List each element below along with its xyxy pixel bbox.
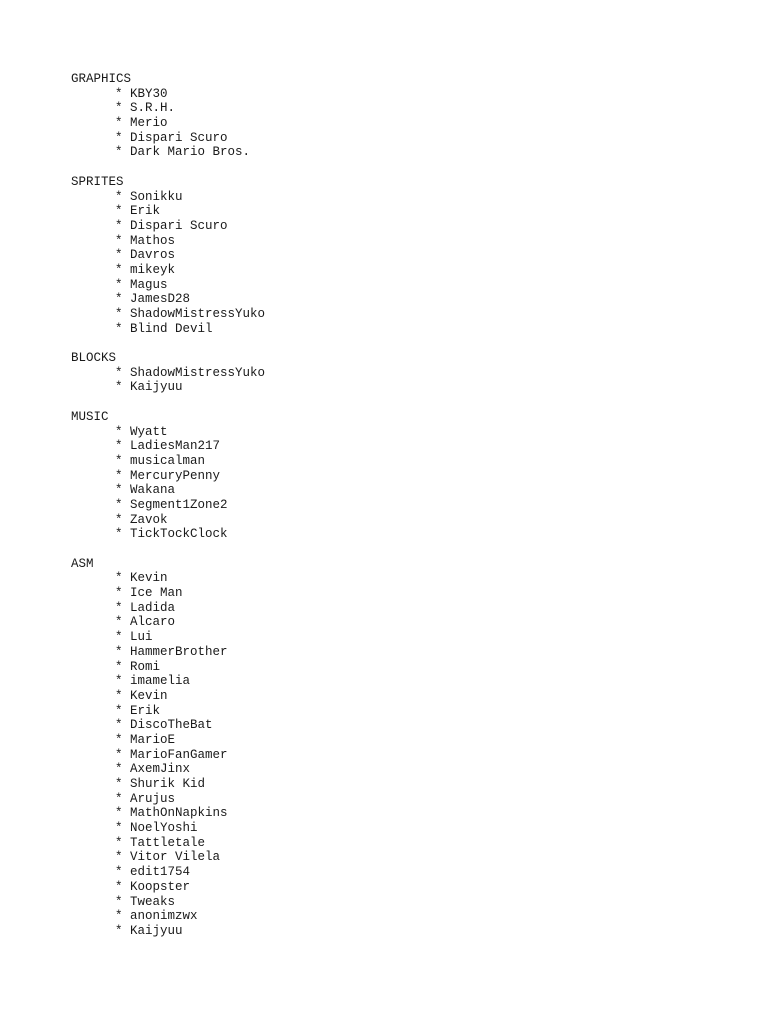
credits-section-blocks (71, 351, 265, 395)
list-item (71, 190, 265, 205)
contributor-name: Ice Man (130, 586, 183, 601)
bullet-marker: * (115, 879, 123, 894)
bullet-marker: * (115, 909, 123, 924)
bullet-marker: * (115, 116, 123, 131)
list-item (71, 924, 265, 939)
bullet-marker: * (115, 865, 123, 880)
bullet-marker: * (115, 512, 123, 527)
contributor-name: Wakana (130, 483, 176, 498)
contributor-name: Koopster (130, 879, 191, 894)
contributor-name: Shurik Kid (130, 777, 206, 791)
list-item (71, 498, 265, 513)
bullet-marker: * (115, 468, 123, 483)
list-item (71, 439, 265, 454)
bullet-marker: * (115, 894, 123, 909)
list-item (71, 718, 265, 733)
contributor-name: JamesD28 (130, 292, 191, 307)
list-item (71, 601, 265, 616)
bullet-marker: * (115, 806, 123, 821)
list-item (71, 425, 265, 440)
contributor-name: Wyatt (130, 424, 168, 439)
bullet-marker: * (115, 380, 123, 395)
bullet-marker: * (115, 262, 123, 277)
list-item (71, 248, 265, 263)
list-item (71, 527, 265, 542)
bullet-marker: * (115, 732, 123, 747)
list-item (71, 586, 265, 601)
credits-section-music (71, 410, 265, 542)
list-item (71, 307, 265, 322)
list-item (71, 454, 265, 469)
section-heading: ASM (71, 556, 94, 571)
contributor-name: Alcaro (130, 615, 176, 630)
list-item (71, 909, 265, 924)
list-item (71, 850, 265, 865)
list-item (71, 571, 265, 586)
bullet-marker: * (115, 835, 123, 850)
bullet-marker: * (115, 483, 123, 498)
contributor-name: Tattletale (130, 835, 206, 850)
list-item (71, 131, 265, 146)
contributor-name: Lui (130, 630, 153, 645)
credits-document (71, 72, 265, 953)
contributor-name: Vitor Vilela (130, 850, 221, 865)
contributor-name: mikeyk (130, 262, 176, 277)
section-heading: MUSIC (71, 409, 109, 424)
list-item (71, 219, 265, 234)
list-item (71, 322, 265, 337)
bullet-marker: * (115, 850, 123, 865)
contributor-name: Kevin (130, 571, 168, 586)
contributor-name: LadiesMan217 (130, 439, 221, 454)
list-item (71, 821, 265, 836)
list-item (71, 469, 265, 484)
contributor-name: Merio (130, 116, 168, 131)
bullet-marker: * (115, 130, 123, 145)
contributor-name: ShadowMistressYuko (130, 307, 266, 321)
contributor-name: Arujus (130, 791, 176, 806)
bullet-marker: * (115, 101, 123, 116)
bullet-marker: * (115, 777, 123, 791)
section-heading: GRAPHICS (71, 72, 132, 86)
section-heading: BLOCKS (71, 351, 117, 366)
contributor-name: Sonikku (130, 189, 183, 204)
contributor-name: TickTockClock (130, 527, 228, 542)
bullet-marker: * (115, 424, 123, 439)
list-item (71, 880, 265, 895)
list-item (71, 630, 265, 645)
contributor-name: Blind Devil (130, 321, 213, 336)
list-item (71, 204, 265, 219)
bullet-marker: * (115, 571, 123, 586)
contributor-name: HammerBrother (130, 644, 228, 659)
contributor-name: Kevin (130, 688, 168, 703)
contributor-name: Erik (130, 204, 161, 219)
bullet-marker: * (115, 497, 123, 512)
bullet-marker: * (115, 762, 123, 777)
bullet-marker: * (115, 747, 123, 762)
list-item (71, 777, 265, 792)
contributor-name: Kaijyuu (130, 380, 183, 395)
list-item (71, 645, 265, 660)
list-item (71, 704, 265, 719)
list-item (71, 689, 265, 704)
contributor-name: S.R.H. (130, 101, 176, 116)
list-item (71, 792, 265, 807)
contributor-name: MarioE (130, 732, 176, 747)
contributor-name: Erik (130, 703, 161, 718)
contributor-name: ShadowMistressYuko (130, 365, 266, 380)
contributor-name: KBY30 (130, 86, 168, 101)
bullet-marker: * (115, 204, 123, 219)
bullet-marker: * (115, 615, 123, 630)
list-item (71, 733, 265, 748)
bullet-marker: * (115, 586, 123, 601)
bullet-marker: * (115, 307, 123, 321)
bullet-marker: * (115, 189, 123, 204)
contributor-name: Davros (130, 248, 176, 263)
bullet-marker: * (115, 145, 123, 160)
contributor-name: Dispari Scuro (130, 218, 228, 233)
bullet-marker: * (115, 86, 123, 101)
list-item (71, 895, 265, 910)
list-item (71, 292, 265, 307)
list-item (71, 145, 265, 160)
contributor-name: NoelYoshi (130, 821, 198, 836)
contributor-name: Segment1Zone2 (130, 497, 228, 512)
list-item (71, 836, 265, 851)
list-item (71, 116, 265, 131)
list-item (71, 380, 265, 395)
contributor-name: MarioFanGamer (130, 747, 228, 762)
bullet-marker: * (115, 821, 123, 836)
contributor-name: edit1754 (130, 865, 191, 880)
list-item (71, 87, 265, 102)
bullet-marker: * (115, 718, 123, 733)
contributor-name: imamelia (130, 674, 191, 689)
list-item (71, 513, 265, 528)
bullet-marker: * (115, 923, 123, 938)
contributor-name: anonimzwx (130, 909, 198, 924)
bullet-marker: * (115, 365, 123, 380)
list-item (71, 101, 265, 116)
list-item (71, 263, 265, 278)
credits-section-graphics (71, 72, 265, 160)
contributor-name: MercuryPenny (130, 468, 221, 483)
bullet-marker: * (115, 600, 123, 615)
contributor-name: AxemJinx (130, 762, 191, 777)
list-item (71, 865, 265, 880)
list-item (71, 660, 265, 675)
contributor-name: Dark Mario Bros. (130, 145, 251, 160)
credits-section-sprites (71, 175, 265, 337)
section-heading: SPRITES (71, 174, 124, 189)
bullet-marker: * (115, 248, 123, 263)
bullet-marker: * (115, 527, 123, 542)
list-item (71, 806, 265, 821)
list-item (71, 674, 265, 689)
bullet-marker: * (115, 233, 123, 248)
contributor-name: Dispari Scuro (130, 130, 228, 145)
contributor-name: musicalman (130, 453, 206, 468)
list-item (71, 748, 265, 763)
bullet-marker: * (115, 674, 123, 689)
bullet-marker: * (115, 703, 123, 718)
contributor-name: Zavok (130, 512, 168, 527)
contributor-name: Romi (130, 659, 161, 674)
contributor-name: DiscoTheBat (130, 718, 213, 733)
list-item (71, 483, 265, 498)
bullet-marker: * (115, 277, 123, 292)
bullet-marker: * (115, 630, 123, 645)
contributor-name: MathOnNapkins (130, 806, 228, 821)
credits-section-asm (71, 557, 265, 939)
bullet-marker: * (115, 659, 123, 674)
list-item (71, 278, 265, 293)
contributor-name: Ladida (130, 600, 176, 615)
bullet-marker: * (115, 453, 123, 468)
bullet-marker: * (115, 688, 123, 703)
bullet-marker: * (115, 644, 123, 659)
bullet-marker: * (115, 791, 123, 806)
bullet-marker: * (115, 292, 123, 307)
contributor-name: Magus (130, 277, 168, 292)
list-item (71, 366, 265, 381)
bullet-marker: * (115, 321, 123, 336)
contributor-name: Tweaks (130, 894, 176, 909)
list-item (71, 762, 265, 777)
contributor-name: Kaijyuu (130, 923, 183, 938)
bullet-marker: * (115, 439, 123, 454)
list-item (71, 615, 265, 630)
bullet-marker: * (115, 218, 123, 233)
contributor-name: Mathos (130, 233, 176, 248)
list-item (71, 234, 265, 249)
